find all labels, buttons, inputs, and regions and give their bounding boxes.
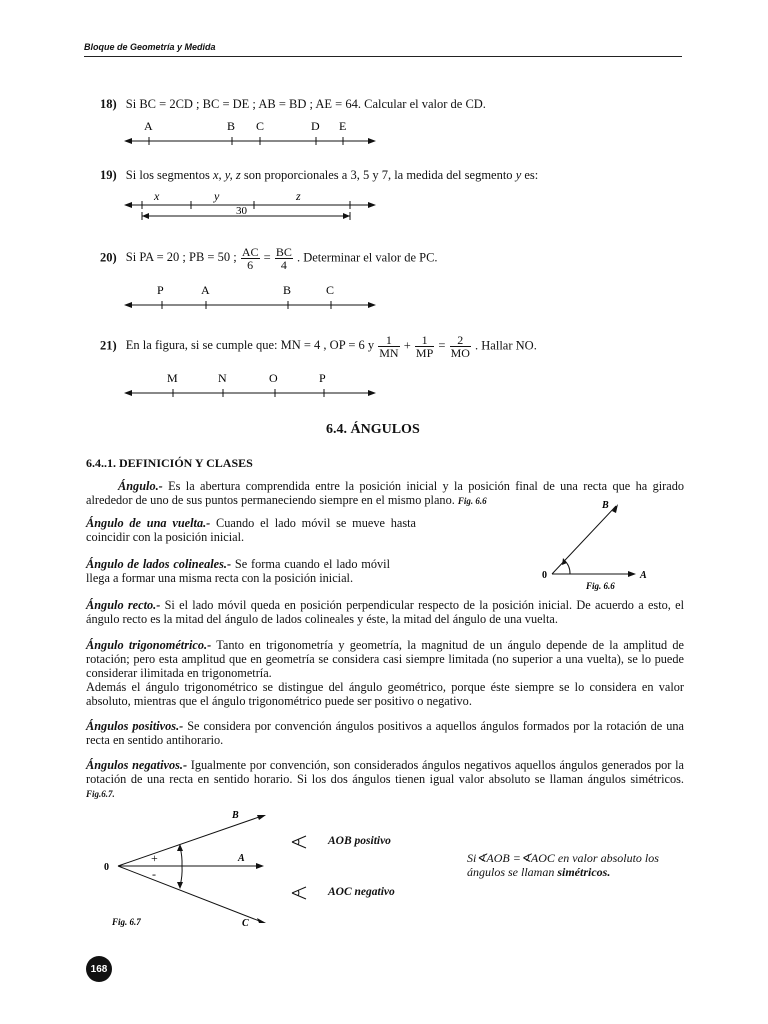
point-label-b: B — [227, 119, 236, 133]
point-label-b: B — [283, 283, 292, 297]
point-label-c: C — [326, 283, 335, 297]
term: Ángulo.- — [118, 479, 163, 493]
page-number-badge: 168 — [86, 956, 112, 982]
plus-sign: + — [403, 338, 411, 353]
problem-number: 20) — [100, 250, 117, 265]
fraction-2-mo: $\frac{2}{MO}$ — [450, 333, 470, 360]
definition-text: Se forma cuando el lado móvil llega a formar una misma recta con la posición inicial. — [86, 557, 390, 585]
problem-20 — [100, 246, 438, 271]
note-text: ángulos se llaman — [467, 865, 555, 879]
problem-19 — [100, 168, 538, 183]
label-origin: 0 — [104, 862, 109, 873]
equals-sign: = — [263, 250, 271, 265]
term: Ángulos negativos.- — [86, 758, 188, 772]
equals-sign: = — [438, 338, 446, 353]
problem-text-a: En la figura, si se cumple que: MN = 4 , OP = 6 y — [125, 338, 375, 353]
label-c: C — [242, 918, 249, 929]
note-text: Si — [467, 851, 477, 865]
definition-text: Es la abertura comprendida entre la posición inicial y la posición final de una recta que ha girado alrededor de uno de sus puntos permaneciendo siempre en el mismo plano. — [86, 479, 684, 507]
definition-text: Se considera por convención ángulos positivos a aquellos ángulos formados por la rotación de una recta en sentido antihorario. — [86, 719, 684, 747]
problem-text-a: Si los segmentos — [125, 168, 210, 182]
sign-minus: - — [152, 867, 156, 881]
angle-symbol-icon: ∢ — [520, 851, 531, 865]
problem-text-a: Si PA = 20 ; PB = 50 ; — [125, 250, 237, 265]
definition-una-vuelta — [86, 516, 416, 544]
definition-angulo-trigonometrico-continuation: Además el ángulo trigonométrico se distingue del ángulo geométrico, porque éste siempre se lo considera en valor absoluto, mientras que el ángulo trigonométrico puede ser positivo o negativo. — [86, 680, 684, 708]
problem-text-b: . Hallar NO. — [475, 338, 537, 353]
definition-text: Cuando el lado móvil se mueve hasta coincidir con la posición inicial. — [86, 516, 416, 544]
running-header: Bloque de Geometría y Medida — [84, 42, 216, 52]
segment-label-y: y — [214, 189, 220, 203]
label-b: B — [602, 500, 609, 511]
problem-number: 19) — [100, 168, 117, 182]
label-aob-positivo: AOB positivo — [328, 835, 391, 847]
segment-label-z: z — [296, 189, 301, 203]
problem-number: 21) — [100, 338, 117, 353]
angle-symbol-icon — [290, 835, 310, 849]
angle-symbol-icon: ∢ — [476, 851, 487, 865]
problem-text: Si BC = 2CD ; BC = DE ; AB = BD ; AE = 64. Calcular el valor de CD. — [125, 97, 486, 111]
point-label-e: E — [339, 119, 347, 133]
definition-text: Tanto en trigonometría y geometría, la magnitud de un ángulo depende de la amplitud de rotación; pero esta amplitud que en geometría se considera casi siempre limitada (no superior a una vuelta), se lo puede considerar ilimitada en trigonometría. — [86, 638, 684, 680]
header-rule — [84, 56, 682, 57]
definition-text: Si el lado móvil queda en posición perpendicular respecto de la posición inicial. De acuerdo a esto, el ángulo recto es la mitad del ángulo de lados colineales y éste, la mitad del ángulo de una vuelta. — [86, 598, 684, 626]
figure-caption: Fig. 6.7 — [112, 917, 141, 927]
note-text: AOC en valor absoluto los — [530, 851, 659, 865]
segment-figure-20 — [120, 280, 380, 314]
section-title: 6.4. ÁNGULOS — [326, 422, 420, 437]
point-label-n: N — [218, 371, 227, 385]
term: Ángulos positivos.- — [86, 719, 184, 733]
angle-symbol-icon — [290, 886, 310, 900]
figure-caption: Fig. 6.6 — [586, 581, 615, 591]
label-a: A — [640, 570, 647, 581]
problem-18 — [100, 97, 486, 112]
fraction-bc-4: $\frac{BC}{4}$ — [275, 245, 292, 272]
symmetric-angles-note — [467, 851, 687, 879]
label-b: B — [232, 810, 239, 821]
point-label-p: P — [157, 283, 164, 297]
problem-text-b: son proporcionales a 3, 5 y 7, la medida del segmento — [243, 168, 513, 182]
problem-vars: x, y, z — [212, 168, 241, 182]
sign-plus: + — [151, 851, 158, 865]
fraction-ac-6: $\frac{AC}{6}$ — [241, 245, 259, 272]
definition-angulo-trigonometrico — [86, 638, 684, 680]
figure-6-6 — [536, 496, 676, 596]
point-label-a: A — [144, 119, 153, 133]
problem-text-c: es: — [524, 168, 539, 182]
segment-figure-21 — [120, 368, 380, 402]
figure-reference: Fig. 6.6 — [457, 496, 487, 506]
problem-21 — [100, 334, 537, 359]
definition-text: Igualmente por convención, son considerados ángulos negativos aquellos ángulos generados por la rotación de una recta en sentido horario. Si los dos ángulos tienen igual valor absoluto se llaman ángulos simétricos. — [86, 758, 684, 786]
problem-text-b: . Determinar el valor de PC. — [296, 250, 438, 265]
term: Ángulo recto.- — [86, 598, 161, 612]
point-label-c: C — [256, 119, 265, 133]
figure-6-7 — [96, 806, 286, 934]
term: Ángulo trigonométrico.- — [86, 638, 212, 652]
segment-figure-19 — [120, 188, 380, 224]
label-a: A — [238, 853, 245, 864]
point-label-o: O — [269, 371, 278, 385]
fraction-1-mn: $\frac{1}{MN}$ — [379, 333, 399, 360]
point-label-p: P — [319, 371, 326, 385]
problem-var-y: y — [515, 168, 522, 182]
segment-total: 30 — [236, 205, 247, 217]
point-label-m: M — [167, 371, 178, 385]
point-label-d: D — [311, 119, 320, 133]
term: Ángulo de una vuelta.- — [86, 516, 211, 530]
fraction-1-mp: $\frac{1}{MP}$ — [415, 333, 434, 360]
note-emphasis: simétricos. — [557, 865, 611, 879]
label-origin: 0 — [542, 570, 547, 581]
segment-label-x: x — [154, 189, 160, 203]
definition-lados-colineales — [86, 557, 390, 585]
segment-figure-18 — [120, 116, 380, 150]
definition-angulo-recto — [86, 598, 684, 626]
label-aoc-negativo: AOC negativo — [328, 886, 395, 898]
definition-angulos-positivos — [86, 719, 684, 747]
definition-angulos-negativos — [86, 758, 684, 801]
note-text: AOB = — [486, 851, 521, 865]
term: Ángulo de lados colineales.- — [86, 557, 232, 571]
subsection-title: 6.4..1. DEFINICIÓN Y CLASES — [86, 456, 253, 470]
figure-reference: Fig.6.7. — [86, 789, 115, 799]
point-label-a: A — [201, 283, 210, 297]
problem-number: 18) — [100, 97, 117, 111]
